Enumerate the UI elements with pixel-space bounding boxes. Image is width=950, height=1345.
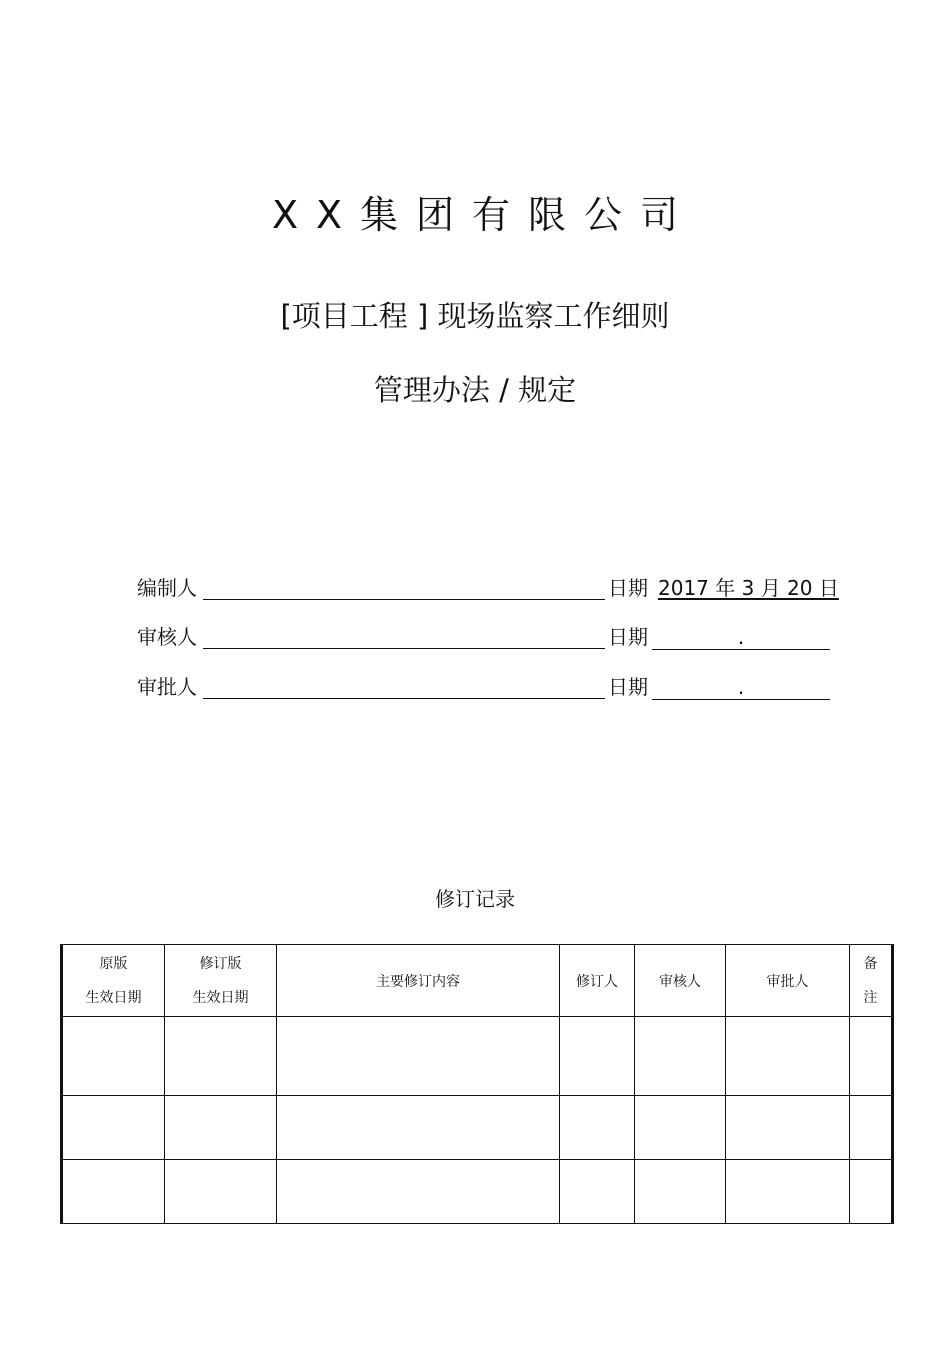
table-row [62, 1017, 893, 1096]
table-cell[interactable] [277, 1096, 560, 1160]
compiler-date-value: 2017 年 3 月 20 日 [658, 576, 839, 600]
revision-record-table [60, 944, 894, 1224]
reviewer-signature-line[interactable] [203, 648, 605, 649]
approver-label: 审批人 [137, 675, 197, 699]
table-cell[interactable] [277, 1017, 560, 1096]
revision-record-title: 修订记录 [435, 887, 515, 911]
table-cell[interactable] [560, 1096, 635, 1160]
table-cell[interactable] [850, 1160, 893, 1224]
table-row [62, 1160, 893, 1224]
table-cell[interactable] [165, 1096, 277, 1160]
header-cell-line: 生效日期 [192, 989, 249, 1006]
compiler-signature-line[interactable] [203, 599, 605, 600]
table-header-row [62, 945, 893, 1017]
header-remarks [850, 945, 893, 1017]
table-cell[interactable] [165, 1017, 277, 1096]
table-cell[interactable] [62, 1096, 165, 1160]
table-cell[interactable] [560, 1160, 635, 1224]
table-cell[interactable] [165, 1160, 277, 1224]
approver-date-label: 日期 [608, 675, 648, 699]
compiler-date-label: 日期 [608, 576, 648, 600]
approver-signature-line[interactable] [203, 698, 605, 699]
table-cell[interactable] [277, 1160, 560, 1224]
document-title-line1: [项目工程 ] 现场监察工作细则 [280, 299, 670, 333]
header-cell-line: 注 [863, 989, 878, 1006]
table-cell[interactable] [635, 1017, 726, 1096]
table-cell[interactable] [560, 1017, 635, 1096]
header-revised-effective-date [165, 945, 277, 1017]
approver-date-blank[interactable]: . [652, 672, 830, 700]
header-reviser: 修订人 [560, 945, 635, 1017]
header-cell-line: 生效日期 [85, 989, 142, 1006]
table-cell[interactable] [62, 1017, 165, 1096]
table-row [62, 1096, 893, 1160]
header-reviewer: 审核人 [635, 945, 726, 1017]
header-approver: 审批人 [726, 945, 850, 1017]
table-cell[interactable] [726, 1017, 850, 1096]
table-cell[interactable] [62, 1160, 165, 1224]
compiler-label: 编制人 [137, 576, 197, 600]
table-cell[interactable] [635, 1096, 726, 1160]
table-cell[interactable] [726, 1160, 850, 1224]
reviewer-date-blank[interactable]: . [652, 622, 830, 650]
reviewer-label: 审核人 [137, 625, 197, 649]
header-original-effective-date [62, 945, 165, 1017]
header-cell-line: 备 [863, 955, 878, 972]
header-main-revision-content: 主要修订内容 [277, 945, 560, 1017]
header-cell-line: 原版 [99, 955, 128, 972]
header-cell-line: 修订版 [199, 955, 242, 972]
table-cell[interactable] [850, 1017, 893, 1096]
table-cell[interactable] [726, 1096, 850, 1160]
document-title-line2: 管理办法 / 规定 [373, 373, 577, 407]
table-cell[interactable] [850, 1096, 893, 1160]
company-name: XX集团有限公司 [271, 193, 697, 237]
reviewer-date-label: 日期 [608, 625, 648, 649]
table-cell[interactable] [635, 1160, 726, 1224]
